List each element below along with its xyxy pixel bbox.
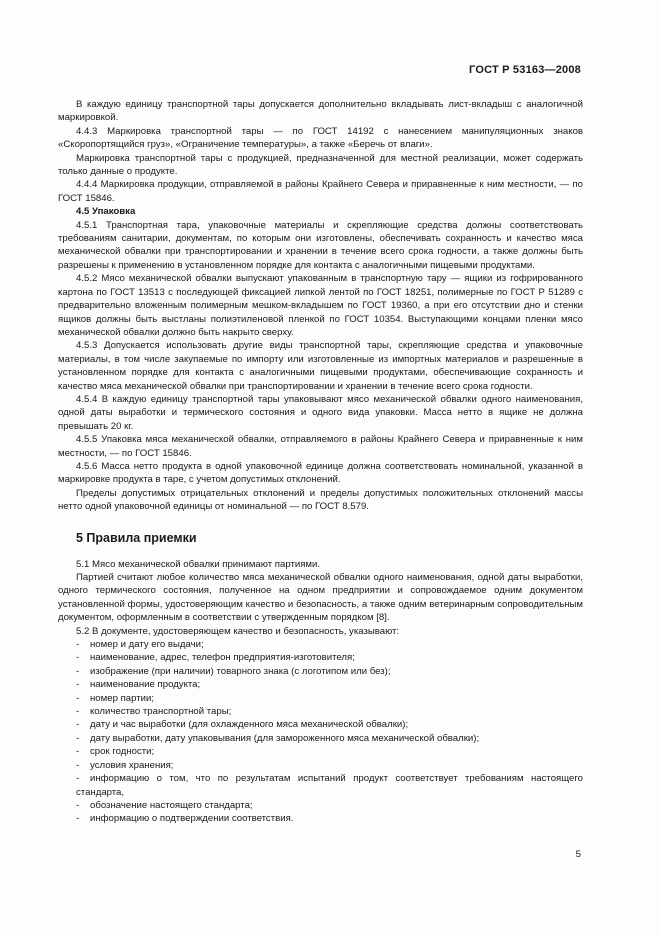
list-dash: -	[76, 692, 80, 704]
list-dash: -	[76, 813, 80, 825]
list-dash: -	[76, 759, 80, 771]
list-item-text: дату и час выработки (для охлажденного мяса механической обвалки);	[90, 719, 409, 731]
list-dash: -	[76, 732, 80, 744]
paragraph: 5.2 В документе, удостоверяющем качество и безопасность, указывают:	[76, 625, 400, 637]
list-dash: -	[76, 719, 80, 731]
list-dash: -	[76, 773, 80, 785]
list-item	[58, 812, 583, 825]
section-title: 5 Правила приемки	[76, 530, 197, 545]
list-item-text: наименование, адрес, телефон предприятия-изготовителя;	[90, 652, 355, 664]
list-dash: -	[76, 665, 80, 677]
list-item-text: дату выработки, дату упаковывания (для замороженного мяса механической обвалки);	[90, 732, 480, 744]
subsection-title: 4.5 Упаковка	[76, 206, 136, 218]
list-item-text: информацию о том, что по результатам испытаний продукт соответствует требованиям настоящего стандарта,	[76, 773, 583, 798]
list-item	[58, 665, 583, 678]
paragraph: В каждую единицу транспортной тары допускается дополнительно вкладывать лист-вкладыш с аналогичной маркировкой.	[58, 99, 583, 124]
list-dash: -	[76, 799, 80, 811]
list-dash: -	[76, 652, 80, 664]
list-item	[58, 705, 583, 718]
list-item	[58, 732, 583, 745]
list-dash: -	[76, 706, 80, 718]
paragraph: 5.1 Мясо механической обвалки принимают партиями.	[76, 558, 321, 570]
page-number: 5	[575, 849, 581, 860]
paragraph: 4.5.1 Транспортная тара, упаковочные материалы и скрепляющие средства должны соответствовать требованиям санитарии, документам, по которым они изготовлены, обеспечивать сохранность и качество мяса механической обвалки при транспортировании и хранении в течение всего срока годности, а также должны быть разрешены к применению в установленном порядке для контакта с аналогичными пищевыми продуктами.	[58, 219, 583, 271]
paragraph: 4.4.4 Маркировка продукции, отправляемой в районы Крайнего Севера и приравненные к ним местности, — по ГОСТ 15846.	[58, 179, 583, 204]
list-item	[58, 651, 583, 664]
list-item	[58, 745, 583, 758]
standard-header: ГОСТ Р 53163—2008	[469, 64, 581, 76]
list-item-text: обозначение настоящего стандарта;	[90, 799, 253, 811]
paragraph: 4.5.3 Допускается использовать другие виды транспортной тары, скрепляющие средства и упаковочные материалы, в том числе закупаемые по импорту или изготовленные из импортных материалов и разрешенные в установленном порядке для контакта с аналогичными пищевыми продуктами, обеспечивающие сохранность и качество мяса механической обвалки при транспортировании и хранении в течение всего срока годности.	[58, 340, 583, 392]
paragraph: 4.5.5 Упаковка мяса механической обвалки, отправляемого в районы Крайнего Севера и приравненные к ним местности, — по ГОСТ 15846.	[58, 434, 583, 459]
list-item-text: изображение (при наличии) товарного знака (с логотипом или без);	[90, 665, 391, 677]
list-item	[58, 772, 583, 799]
paragraph: 4.5.6 Масса нетто продукта в одной упаковочной единице должна соответствовать номинальной, указанной в маркировке продукта в таре, с учетом допустимых отклонений.	[58, 460, 583, 486]
list-item	[58, 799, 583, 812]
list-item-text: срок годности;	[90, 746, 155, 758]
list-dash: -	[76, 679, 80, 691]
list-item-text: номер и дату его выдачи;	[90, 639, 204, 651]
paragraph: 4.5.2 Мясо механической обвалки выпускают упакованным в транспортную тару — ящики из гофрированного картона по ГОСТ 13513 с последующей фиксацией липкой лентой по ГОСТ 18251, полимерные по ГОСТ Р 51289 с предварительно вложенным полимерным мешком-вкладышем по ГОСТ 19360, а при его отсутствии дно и стенки ящиков должны быть выстланы полиэтиленовой пленкой по ГОСТ 10354. Выступающими концами пленки мясо механической обвалки должно быть накрыто сверху.	[58, 273, 583, 338]
list-item-text: номер партии;	[90, 692, 154, 704]
document-body	[58, 98, 583, 826]
paragraph: Пределы допустимых отрицательных отклонений и пределы допустимых положительных отклонений массы нетто одной упаковочной единицы от номинальной — по ГОСТ 8.579.	[58, 487, 583, 513]
list-item	[58, 759, 583, 772]
paragraph: 4.4.3 Маркировка транспортной тары — по ГОСТ 14192 с нанесением манипуляционных знаков «Скоропортящийся груз», «Ограничение температуры», а также «Беречь от влаги».	[58, 125, 583, 151]
list-item-text: условия хранения;	[90, 759, 174, 771]
paragraph: 4.5.4 В каждую единицу транспортной тары упаковывают мясо механической обвалки одного наименования, одной даты выработки и термического состояния и одного вида упаковки. Масса нетто в ящике не должна превышать 20 кг.	[58, 393, 583, 432]
list-dash: -	[76, 639, 80, 651]
list-item	[58, 678, 583, 691]
list-item-text: наименование продукта;	[90, 679, 201, 691]
list-item-text: количество транспортной тары;	[90, 706, 232, 718]
list-item	[58, 638, 583, 651]
requirements-list	[58, 638, 583, 826]
paragraph: Маркировка транспортной тары с продукцией, предназначенной для местной реализации, может содержать только данные о продукте.	[58, 152, 583, 178]
list-dash: -	[76, 746, 80, 758]
list-item-text: информацию о подтверждении соответствия.	[90, 813, 294, 825]
list-item	[58, 718, 583, 731]
list-item	[58, 692, 583, 705]
paragraph: Партией считают любое количество мяса механической обвалки одного наименования, одной даты выработки, одного термического состояния, полученное на одном предприятии и сопровождаемое одним документом установленной формы, удостоверяющим качество и безопасность, а также одним ветеринарным сопроводительным документом, оформленным в соответствии с утвержденным порядком [8].	[58, 572, 583, 624]
